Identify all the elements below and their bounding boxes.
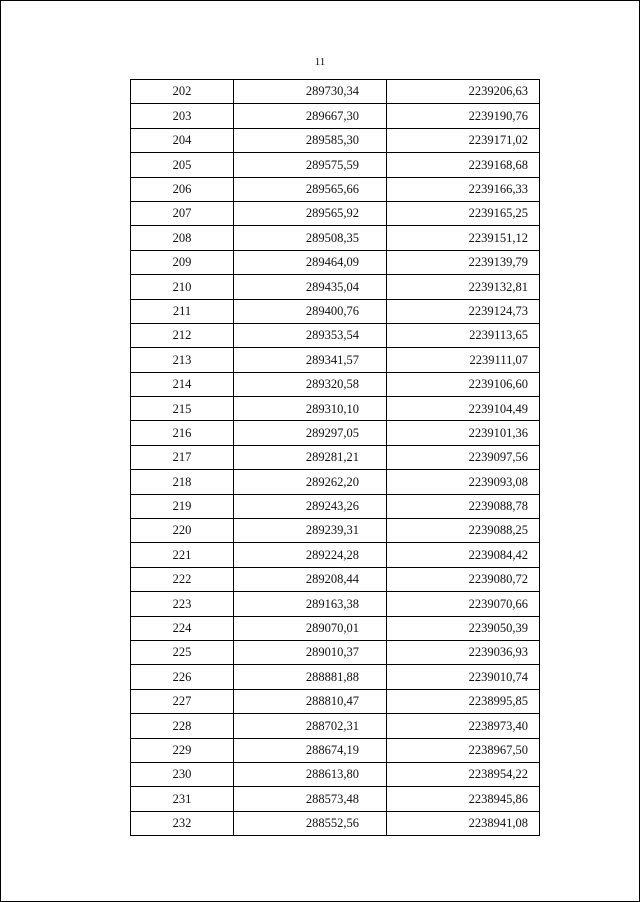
y-coordinate-cell: 2239168,68 <box>387 153 540 177</box>
x-coordinate-cell: 289262,20 <box>234 470 387 494</box>
y-coordinate-cell: 2239190,76 <box>387 104 540 128</box>
table-row <box>131 543 540 567</box>
x-coordinate-cell: 289565,66 <box>234 177 387 201</box>
point-number-cell: 208 <box>131 226 234 250</box>
table-row <box>131 616 540 640</box>
y-coordinate-cell: 2239165,25 <box>387 201 540 225</box>
x-coordinate-cell: 289400,76 <box>234 299 387 323</box>
table-row <box>131 470 540 494</box>
table-row <box>131 665 540 689</box>
y-coordinate-cell: 2239171,02 <box>387 128 540 152</box>
point-number-cell: 228 <box>131 714 234 738</box>
table-row <box>131 275 540 299</box>
x-coordinate-cell: 288881,88 <box>234 665 387 689</box>
x-coordinate-cell: 289353,54 <box>234 323 387 347</box>
y-coordinate-cell: 2239084,42 <box>387 543 540 567</box>
table-row <box>131 494 540 518</box>
y-coordinate-cell: 2239139,79 <box>387 250 540 274</box>
point-number-cell: 215 <box>131 397 234 421</box>
x-coordinate-cell: 288613,80 <box>234 762 387 786</box>
x-coordinate-cell: 289310,10 <box>234 397 387 421</box>
y-coordinate-cell: 2238995,85 <box>387 689 540 713</box>
point-number-cell: 217 <box>131 445 234 469</box>
y-coordinate-cell: 2239124,73 <box>387 299 540 323</box>
x-coordinate-cell: 289435,04 <box>234 275 387 299</box>
table-row <box>131 714 540 738</box>
x-coordinate-cell: 289565,92 <box>234 201 387 225</box>
y-coordinate-cell: 2239070,66 <box>387 592 540 616</box>
x-coordinate-cell: 289243,26 <box>234 494 387 518</box>
table-row <box>131 567 540 591</box>
table-row <box>131 592 540 616</box>
coordinates-table <box>130 79 540 836</box>
point-number-cell: 232 <box>131 811 234 835</box>
x-coordinate-cell: 289163,38 <box>234 592 387 616</box>
point-number-cell: 231 <box>131 787 234 811</box>
table-row <box>131 80 540 104</box>
y-coordinate-cell: 2239088,25 <box>387 519 540 543</box>
x-coordinate-cell: 289508,35 <box>234 226 387 250</box>
point-number-cell: 216 <box>131 421 234 445</box>
x-coordinate-cell: 289297,05 <box>234 421 387 445</box>
y-coordinate-cell: 2239111,07 <box>387 348 540 372</box>
point-number-cell: 219 <box>131 494 234 518</box>
point-number-cell: 230 <box>131 762 234 786</box>
point-number-cell: 226 <box>131 665 234 689</box>
y-coordinate-cell: 2239151,12 <box>387 226 540 250</box>
table-row <box>131 372 540 396</box>
x-coordinate-cell: 289281,21 <box>234 445 387 469</box>
table-row <box>131 104 540 128</box>
table-row <box>131 445 540 469</box>
x-coordinate-cell: 288552,56 <box>234 811 387 835</box>
y-coordinate-cell: 2239106,60 <box>387 372 540 396</box>
y-coordinate-cell: 2239010,74 <box>387 665 540 689</box>
x-coordinate-cell: 289575,59 <box>234 153 387 177</box>
table-row <box>131 226 540 250</box>
table-row <box>131 519 540 543</box>
y-coordinate-cell: 2239093,08 <box>387 470 540 494</box>
point-number-cell: 222 <box>131 567 234 591</box>
y-coordinate-cell: 2239206,63 <box>387 80 540 104</box>
table-row <box>131 323 540 347</box>
y-coordinate-cell: 2239036,93 <box>387 640 540 664</box>
table-row <box>131 811 540 835</box>
point-number-cell: 210 <box>131 275 234 299</box>
table-row <box>131 348 540 372</box>
x-coordinate-cell: 289667,30 <box>234 104 387 128</box>
point-number-cell: 211 <box>131 299 234 323</box>
point-number-cell: 227 <box>131 689 234 713</box>
table-row <box>131 397 540 421</box>
point-number-cell: 223 <box>131 592 234 616</box>
point-number-cell: 202 <box>131 80 234 104</box>
coordinates-table-body <box>131 80 540 836</box>
x-coordinate-cell: 288674,19 <box>234 738 387 762</box>
point-number-cell: 207 <box>131 201 234 225</box>
point-number-cell: 229 <box>131 738 234 762</box>
y-coordinate-cell: 2238941,08 <box>387 811 540 835</box>
point-number-cell: 209 <box>131 250 234 274</box>
x-coordinate-cell: 289320,58 <box>234 372 387 396</box>
y-coordinate-cell: 2238973,40 <box>387 714 540 738</box>
point-number-cell: 212 <box>131 323 234 347</box>
y-coordinate-cell: 2239104,49 <box>387 397 540 421</box>
y-coordinate-cell: 2239050,39 <box>387 616 540 640</box>
x-coordinate-cell: 288702,31 <box>234 714 387 738</box>
table-row <box>131 787 540 811</box>
x-coordinate-cell: 289239,31 <box>234 519 387 543</box>
point-number-cell: 204 <box>131 128 234 152</box>
point-number-cell: 203 <box>131 104 234 128</box>
x-coordinate-cell: 289010,37 <box>234 640 387 664</box>
table-row <box>131 738 540 762</box>
table-row <box>131 201 540 225</box>
y-coordinate-cell: 2239166,33 <box>387 177 540 201</box>
y-coordinate-cell: 2238967,50 <box>387 738 540 762</box>
point-number-cell: 220 <box>131 519 234 543</box>
point-number-cell: 206 <box>131 177 234 201</box>
x-coordinate-cell: 289464,09 <box>234 250 387 274</box>
table-row <box>131 689 540 713</box>
table-row <box>131 762 540 786</box>
table-row <box>131 299 540 323</box>
y-coordinate-cell: 2239080,72 <box>387 567 540 591</box>
point-number-cell: 214 <box>131 372 234 396</box>
x-coordinate-cell: 288573,48 <box>234 787 387 811</box>
point-number-cell: 225 <box>131 640 234 664</box>
y-coordinate-cell: 2238945,86 <box>387 787 540 811</box>
point-number-cell: 213 <box>131 348 234 372</box>
point-number-cell: 221 <box>131 543 234 567</box>
x-coordinate-cell: 289224,28 <box>234 543 387 567</box>
y-coordinate-cell: 2239101,36 <box>387 421 540 445</box>
table-row <box>131 250 540 274</box>
y-coordinate-cell: 2239088,78 <box>387 494 540 518</box>
point-number-cell: 224 <box>131 616 234 640</box>
y-coordinate-cell: 2239132,81 <box>387 275 540 299</box>
point-number-cell: 205 <box>131 153 234 177</box>
y-coordinate-cell: 2238954,22 <box>387 762 540 786</box>
point-number-cell: 218 <box>131 470 234 494</box>
y-coordinate-cell: 2239097,56 <box>387 445 540 469</box>
table-row <box>131 640 540 664</box>
x-coordinate-cell: 289208,44 <box>234 567 387 591</box>
x-coordinate-cell: 289341,57 <box>234 348 387 372</box>
x-coordinate-cell: 288810,47 <box>234 689 387 713</box>
page-number: 11 <box>314 56 326 68</box>
x-coordinate-cell: 289730,34 <box>234 80 387 104</box>
x-coordinate-cell: 289070,01 <box>234 616 387 640</box>
table-row <box>131 421 540 445</box>
x-coordinate-cell: 289585,30 <box>234 128 387 152</box>
table-row <box>131 153 540 177</box>
table-row <box>131 128 540 152</box>
table-row <box>131 177 540 201</box>
y-coordinate-cell: 2239113,65 <box>387 323 540 347</box>
